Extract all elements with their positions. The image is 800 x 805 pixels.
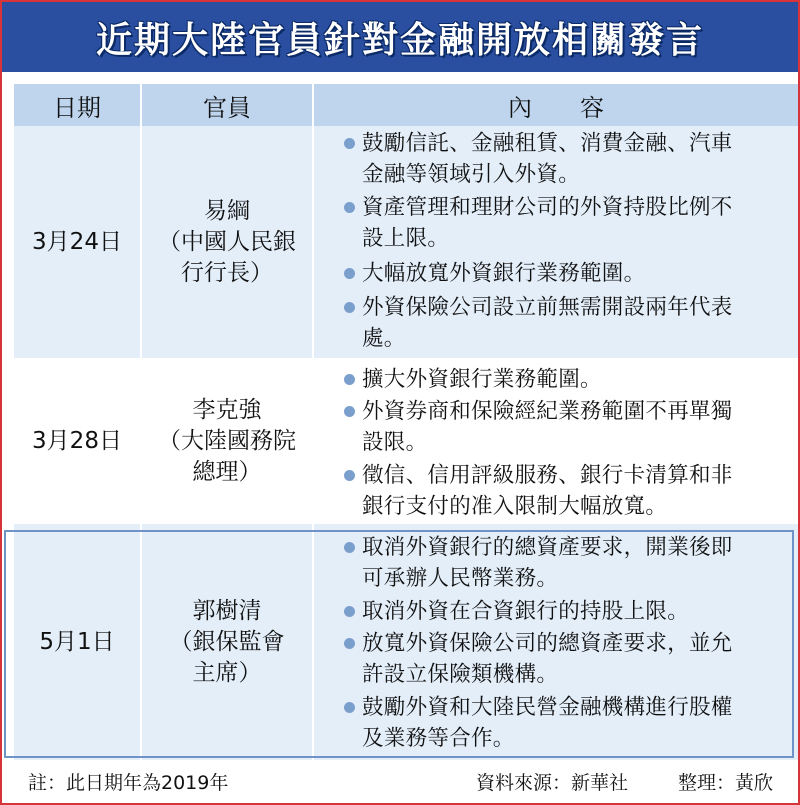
content-cell xyxy=(326,358,794,524)
official-role: 行行長） xyxy=(181,259,273,286)
footnote: 註：此日期年為2019年 xyxy=(28,772,229,794)
header-official: 官員 xyxy=(203,93,251,122)
list-item: 鼓勵信託、金融租賃、消費金融、汽車 金融等領域引入外資。 xyxy=(344,128,784,190)
date-cell: 5月1日 xyxy=(39,628,115,655)
source-credit: 資料來源：新華社 xyxy=(476,772,629,794)
bullet-icon xyxy=(344,138,355,149)
table-header xyxy=(14,84,798,126)
header-date: 日期 xyxy=(53,93,101,122)
official-role: 主席） xyxy=(192,659,262,686)
bullet-icon xyxy=(344,406,355,417)
bullet-icon xyxy=(344,268,355,279)
list-item: 放寬外資保險公司的總資產要求，並允 許設立保險類機構。 xyxy=(344,628,784,690)
list-item: 大幅放寬外資銀行業務範圍。 xyxy=(344,258,784,289)
footer xyxy=(0,766,796,796)
bullet-icon xyxy=(344,302,355,313)
list-item: 外資券商和保險經紀業務範圍不再單獨 設限。 xyxy=(344,396,784,458)
official-name: 李克強 xyxy=(192,396,262,423)
official-role: （銀保監會 xyxy=(169,628,285,655)
highlight-box xyxy=(4,530,794,758)
official-cell xyxy=(142,358,312,524)
official-role: （中國人民銀 xyxy=(158,228,296,255)
list-item: 徵信、信用評級服務、銀行卡清算和非 銀行支付的准入限制大幅放寬。 xyxy=(344,460,784,522)
page-title: 近期大陸官員針對金融開放相關發言 xyxy=(95,19,704,61)
bullet-icon xyxy=(344,470,355,481)
header-content: 內 容 xyxy=(508,93,604,122)
table-row xyxy=(14,126,798,358)
table-row xyxy=(14,358,798,524)
date-cell: 3月28日 xyxy=(32,427,122,454)
list-item: 外資保險公司設立前無需開設兩年代表 處。 xyxy=(344,292,784,354)
content-cell xyxy=(326,126,794,358)
official-role: 總理） xyxy=(192,458,262,485)
list-item: 資產管理和理財公司的外資持股比例不 設上限。 xyxy=(344,192,784,254)
official-role: （大陸國務院 xyxy=(158,427,296,454)
official-cell xyxy=(142,126,312,358)
official-name: 易綱 xyxy=(204,197,250,224)
list-item: 鼓勵外資和大陸民營金融機構進行股權 及業務等合作。 xyxy=(344,692,784,754)
date-cell: 3月24日 xyxy=(32,228,122,255)
bullet-icon xyxy=(344,374,355,385)
list-item: 取消外資在合資銀行的持股上限。 xyxy=(344,596,784,627)
list-item: 擴大外資銀行業務範圍。 xyxy=(344,364,784,395)
bullet-icon xyxy=(344,202,355,213)
list-item: 取消外資銀行的總資產要求，開業後即 可承辦人民幣業務。 xyxy=(344,532,784,594)
editor-credit: 整理：黃欣 xyxy=(678,772,774,794)
official-name: 郭樹清 xyxy=(192,597,262,624)
title-bar xyxy=(2,2,798,72)
